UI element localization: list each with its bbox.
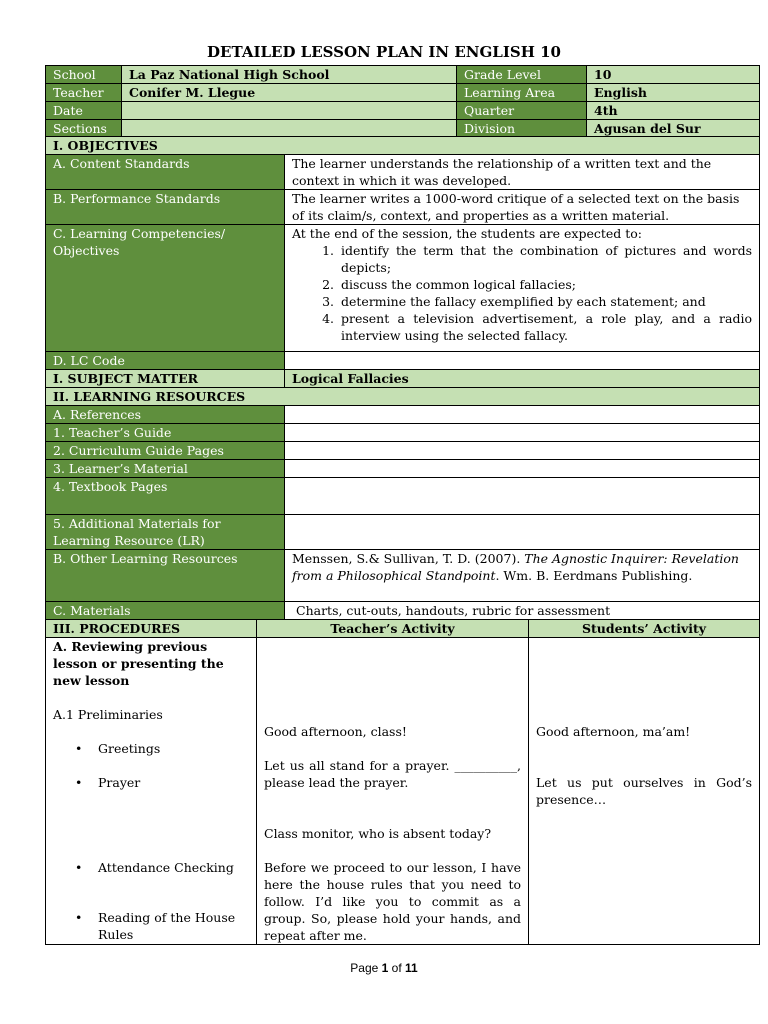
curriculum-guide-value — [285, 442, 760, 460]
teacher-greeting: Good afternoon, class! — [264, 724, 407, 739]
learning-area-value: English — [587, 84, 760, 102]
subject-matter-value: Logical Fallacies — [285, 370, 760, 388]
procedures-steps-cell — [46, 638, 257, 945]
sections-label: Sections — [46, 120, 122, 138]
citation-authors: Menssen, S.& Sullivan, T. D. (2007). — [292, 551, 525, 566]
teacher-value: Conifer M. Llegue — [122, 84, 457, 102]
competencies-intro: At the end of the session, the students are expected to: — [292, 226, 642, 241]
header-info-table — [45, 65, 760, 138]
content-standards-text: The learner understands the relationship of a written text and the context in which it was developed. — [285, 155, 760, 190]
teacher-attendance: Class monitor, who is absent today? — [264, 826, 492, 841]
preliminary-item-prayer: • Prayer — [53, 774, 249, 791]
lc-code-value — [285, 352, 760, 370]
learning-resources-heading: II. LEARNING RESOURCES — [46, 388, 760, 406]
learners-material-label: 3. Learner’s Material — [46, 460, 285, 478]
teacher-activity-cell — [257, 638, 529, 945]
content-standards-label: A. Content Standards — [46, 155, 285, 190]
date-label: Date — [46, 102, 122, 120]
preliminary-item-greetings: • Greetings — [53, 740, 249, 757]
page-word: Page — [350, 961, 379, 975]
teacher-house-rules: Before we proceed to our lesson, I have here the house rules that you need to follow. I’d like you to commit as a group. So, please hold your hands, and repeat after me. — [264, 860, 521, 943]
page-number: 1 — [381, 961, 389, 975]
learning-competencies-cell — [285, 225, 760, 352]
other-resources-value — [285, 550, 760, 602]
materials-label: C. Materials — [46, 602, 285, 620]
procedures-table — [45, 619, 760, 945]
competencies-list — [292, 242, 752, 344]
preliminaries-label: A.1 Preliminaries — [53, 707, 163, 722]
quarter-value: 4th — [587, 102, 760, 120]
teachers-guide-value — [285, 424, 760, 442]
subject-matter-label: I. SUBJECT MATTER — [46, 370, 285, 388]
document-title: DETAILED LESSON PLAN IN ENGLISH 10 — [207, 43, 561, 61]
competency-item: 1. identify the term that the combination of pictures and words depicts; — [338, 242, 752, 276]
quarter-label: Quarter — [457, 102, 587, 120]
lesson-plan-table — [45, 136, 760, 620]
performance-standards-label: B. Performance Standards — [46, 190, 285, 225]
of-word: of — [391, 961, 402, 975]
teacher-label: Teacher — [46, 84, 122, 102]
division-value: Agusan del Sur — [587, 120, 760, 138]
page-total: 11 — [405, 961, 418, 975]
learning-competencies-label: C. Learning Competencies/ Objectives — [46, 225, 285, 352]
division-label: Division — [457, 120, 587, 138]
learning-area-label: Learning Area — [457, 84, 587, 102]
teacher-activity-heading: Teacher’s Activity — [257, 620, 529, 638]
section-a-heading: A. Reviewing previous lesson or presenting the new lesson — [53, 639, 224, 688]
materials-value: Charts, cut-outs, handouts, rubric for assessment — [285, 602, 760, 620]
additional-materials-label: 5. Additional Materials for Learning Resource (LR) — [46, 515, 285, 550]
performance-standards-text: The learner writes a 1000-word critique of a selected text on the basis of its claim/s, context, and properties as a written material. — [285, 190, 760, 225]
date-value — [122, 102, 457, 120]
competency-item: 2. discuss the common logical fallacies; — [338, 276, 752, 293]
lc-code-label: D. LC Code — [46, 352, 285, 370]
other-resources-label: B. Other Learning Resources — [46, 550, 285, 602]
students-activity-heading: Students’ Activity — [529, 620, 760, 638]
teachers-guide-label: 1. Teacher’s Guide — [46, 424, 285, 442]
textbook-pages-label: 4. Textbook Pages — [46, 478, 285, 515]
sections-value — [122, 120, 457, 138]
citation-title: The Agnostic Inquirer: Revelation from a Philosophical Standpoint — [292, 551, 739, 583]
curriculum-guide-label: 2. Curriculum Guide Pages — [46, 442, 285, 460]
learners-material-value — [285, 460, 760, 478]
preliminary-item-attendance: • Attendance Checking — [53, 859, 249, 876]
teacher-prayer: Let us all stand for a prayer. __________, please lead the prayer. — [264, 758, 521, 790]
grade-level-value: 10 — [587, 66, 760, 84]
grade-level-label: Grade Level — [457, 66, 587, 84]
objectives-heading: I. OBJECTIVES — [46, 137, 760, 155]
page-footer — [0, 961, 768, 975]
references-value — [285, 406, 760, 424]
competency-item: 4. present a television advertisement, a role play, and a radio interview using the selected fallacy. — [338, 310, 752, 344]
textbook-pages-value — [285, 478, 760, 515]
preliminary-item-house-rules: • Reading of the House Rules — [53, 909, 249, 943]
additional-materials-value — [285, 515, 760, 550]
students-activity-cell — [529, 638, 760, 945]
student-greeting: Good afternoon, ma’am! — [536, 724, 691, 739]
competency-item: 3. determine the fallacy exemplified by each statement; and — [338, 293, 752, 310]
student-prayer: Let us put ourselves in God’s presence… — [536, 775, 752, 807]
citation-publisher: . Wm. B. Eerdmans Publishing. — [495, 568, 693, 583]
procedures-heading: III. PROCEDURES — [46, 620, 257, 638]
school-label: School — [46, 66, 122, 84]
references-label: A. References — [46, 406, 285, 424]
school-value: La Paz National High School — [122, 66, 457, 84]
preliminaries-list — [53, 740, 249, 943]
